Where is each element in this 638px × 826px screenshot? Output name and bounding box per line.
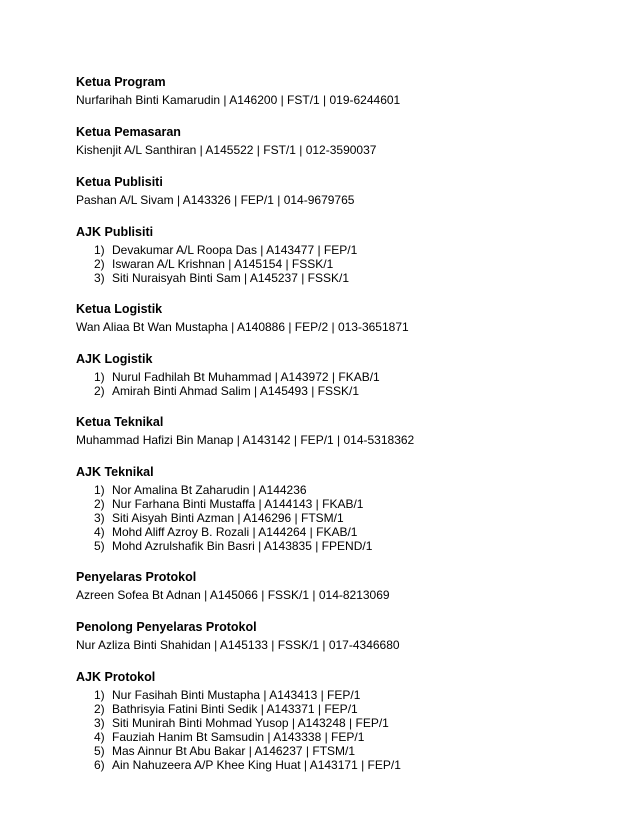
list-item	[94, 730, 638, 744]
list-text: Amirah Binti Ahmad Salim | A145493 | FSSK/1	[112, 384, 360, 398]
list-item	[94, 497, 638, 511]
list-item	[94, 688, 638, 702]
member-list	[76, 370, 638, 398]
list-text: Bathrisyia Fatini Binti Sedik | A143371 | FEP/1	[112, 702, 358, 716]
section-ketua-pemasaran	[76, 124, 638, 158]
section-heading: Ketua Pemasaran	[76, 125, 181, 139]
list-text: Siti Aisyah Binti Azman | A146296 | FTSM/1	[112, 511, 344, 525]
list-item	[94, 384, 638, 398]
list-item	[94, 370, 638, 384]
member-list	[76, 243, 638, 285]
member-line: Azreen Sofea Bt Adnan | A145066 | FSSK/1 | 014-8213069	[76, 588, 390, 602]
section-heading: Ketua Publisiti	[76, 175, 163, 189]
list-text: Mohd Aliff Azroy B. Rozali | A144264 | FKAB/1	[112, 525, 358, 539]
list-number: 6)	[94, 758, 105, 772]
section-heading: AJK Publisiti	[76, 225, 154, 239]
list-text: Mas Ainnur Bt Abu Bakar | A146237 | FTSM/1	[112, 744, 356, 758]
list-text: Nurul Fadhilah Bt Muhammad | A143972 | FKAB/1	[112, 370, 380, 384]
member-line: Wan Aliaa Bt Wan Mustapha | A140886 | FEP/2 | 013-3651871	[76, 320, 409, 334]
list-number: 3)	[94, 271, 105, 285]
list-number: 5)	[94, 744, 105, 758]
section-ketua-logistik	[76, 301, 638, 335]
list-text: Mohd Azrulshafik Bin Basri | A143835 | FPEND/1	[112, 539, 373, 553]
list-number: 2)	[94, 497, 105, 511]
section-heading: Ketua Logistik	[76, 302, 163, 316]
list-item	[94, 511, 638, 525]
section-penyelaras-protokol	[76, 569, 638, 603]
section-ajk-logistik	[76, 351, 638, 398]
list-item	[94, 483, 638, 497]
section-heading: AJK Protokol	[76, 670, 156, 684]
list-number: 4)	[94, 730, 105, 744]
list-item	[94, 243, 638, 257]
list-item	[94, 539, 638, 553]
list-number: 2)	[94, 384, 105, 398]
list-item	[94, 257, 638, 271]
member-line: Kishenjit A/L Santhiran | A145522 | FST/1 | 012-3590037	[76, 143, 377, 157]
list-item	[94, 744, 638, 758]
member-line: Nur Azliza Binti Shahidan | A145133 | FSSK/1 | 017-4346680	[76, 638, 400, 652]
list-number: 3)	[94, 511, 105, 525]
list-number: 1)	[94, 243, 105, 257]
member-line: Nurfarihah Binti Kamarudin | A146200 | FST/1 | 019-6244601	[76, 93, 401, 107]
section-heading: Penolong Penyelaras Protokol	[76, 620, 257, 634]
section-ketua-program	[76, 74, 638, 108]
member-list	[76, 688, 638, 772]
list-text: Nur Fasihah Binti Mustapha | A143413 | FEP/1	[112, 688, 361, 702]
section-ajk-teknikal	[76, 464, 638, 553]
section-heading: AJK Teknikal	[76, 465, 154, 479]
list-number: 4)	[94, 525, 105, 539]
list-text: Nor Amalina Bt Zaharudin | A144236	[112, 483, 307, 497]
section-ketua-publisiti	[76, 174, 638, 208]
section-heading: Ketua Teknikal	[76, 415, 164, 429]
list-number: 1)	[94, 688, 105, 702]
list-text: Fauziah Hanim Bt Samsudin | A143338 | FEP/1	[112, 730, 365, 744]
section-ajk-protokol	[76, 669, 638, 772]
list-number: 5)	[94, 539, 105, 553]
list-item	[94, 525, 638, 539]
section-heading: Ketua Program	[76, 75, 166, 89]
list-text: Siti Nuraisyah Binti Sam | A145237 | FSSK/1	[112, 271, 350, 285]
section-heading: AJK Logistik	[76, 352, 153, 366]
list-number: 3)	[94, 716, 105, 730]
section-heading: Penyelaras Protokol	[76, 570, 197, 584]
list-number: 1)	[94, 370, 105, 384]
list-text: Nur Farhana Binti Mustaffa | A144143 | FKAB/1	[112, 497, 364, 511]
list-item	[94, 702, 638, 716]
list-number: 2)	[94, 702, 105, 716]
member-line: Pashan A/L Sivam | A143326 | FEP/1 | 014-9679765	[76, 193, 355, 207]
list-text: Siti Munirah Binti Mohmad Yusop | A143248 | FEP/1	[112, 716, 389, 730]
list-text: Iswaran A/L Krishnan | A145154 | FSSK/1	[112, 257, 334, 271]
section-ketua-teknikal	[76, 414, 638, 448]
member-list	[76, 483, 638, 553]
section-penolong-penyelaras-protokol	[76, 619, 638, 653]
list-item	[94, 758, 638, 772]
list-text: Devakumar A/L Roopa Das | A143477 | FEP/1	[112, 243, 358, 257]
member-line: Muhammad Hafizi Bin Manap | A143142 | FEP/1 | 014-5318362	[76, 433, 415, 447]
list-number: 2)	[94, 257, 105, 271]
list-number: 1)	[94, 483, 105, 497]
list-text: Ain Nahuzeera A/P Khee King Huat | A143171 | FEP/1	[112, 758, 401, 772]
list-item	[94, 271, 638, 285]
list-item	[94, 716, 638, 730]
section-ajk-publisiti	[76, 224, 638, 285]
